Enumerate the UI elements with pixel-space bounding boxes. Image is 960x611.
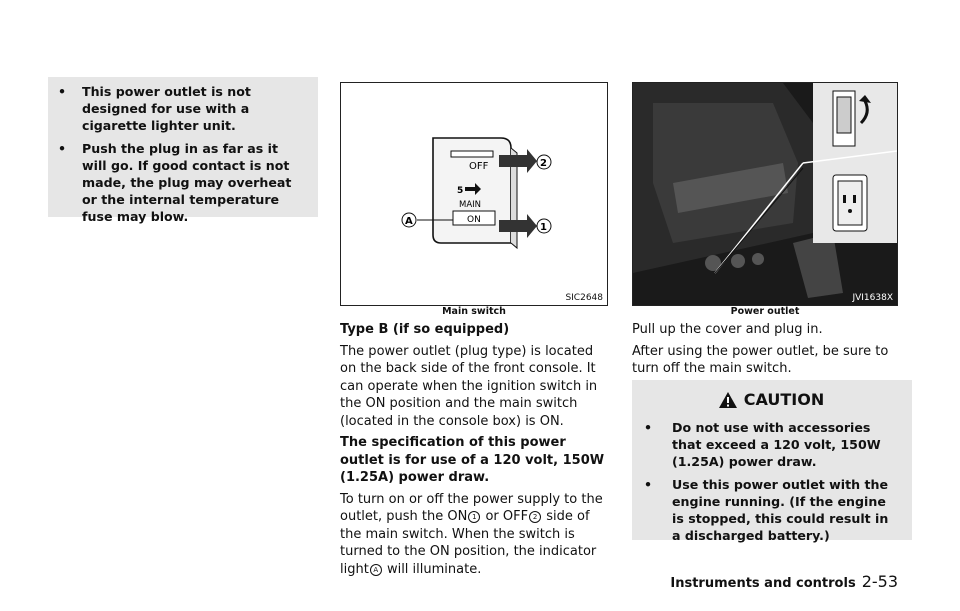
marker-2: 2	[529, 511, 541, 523]
bullet: •	[58, 141, 67, 156]
figure-code: SIC2648	[565, 293, 603, 303]
caution-title: CAUTION	[644, 390, 898, 409]
paragraph: The power outlet (plug type) is located on the back side of the front console. It can operate when the ignition switch in the ON position and the main switch (located in the console box) is ON.	[340, 343, 598, 429]
warning-item: • Push the plug in as far as it will go. If good contact is not made, the plug may overheat or the internal temperature fuse may blow.	[58, 141, 292, 224]
figure-caption: Power outlet	[730, 306, 800, 317]
main-label: MAIN	[459, 200, 482, 210]
page-footer	[670, 572, 898, 591]
caution-item: • Do not use with accessories that exceed a 120 volt, 150W (1.25A) power draw.	[644, 420, 881, 469]
svg-text:5: 5	[457, 186, 464, 196]
main-switch-figure	[340, 82, 608, 306]
warning-item: • This power outlet is not designed for use with a cigarette lighter unit.	[58, 84, 251, 133]
marker-1: 1	[468, 511, 480, 523]
bullet: •	[644, 420, 653, 435]
warning-box	[48, 77, 318, 224]
marker-a: A	[405, 216, 413, 227]
paragraph: The specification of this power outlet is for use of a 120 volt, 150W (1.25A) power draw.	[340, 435, 605, 485]
warning-triangle-icon	[718, 391, 738, 409]
off-label: OFF	[469, 161, 489, 172]
paragraph: To turn on or off the power supply to the outlet, push the ON 1 or OFF 2 side of the main switch. When the switch is turned to the ON position, the indicator light A will illuminate.	[340, 491, 603, 577]
right-text-column	[632, 321, 912, 378]
paragraph: After using the power outlet, be sure to turn off the main switch.	[632, 343, 889, 376]
marker-1: 1	[540, 222, 547, 233]
figure-caption: Main switch	[442, 306, 506, 317]
marker-a: A	[370, 564, 382, 576]
figure-code: JVI1638X	[852, 293, 893, 303]
power-outlet-figure	[632, 82, 898, 306]
main-switch-illustration	[341, 83, 607, 305]
middle-text-column	[340, 321, 608, 578]
on-label: ON	[467, 215, 481, 225]
bullet: •	[58, 84, 67, 99]
caution-box	[632, 380, 912, 543]
footer-section: Instruments and controls	[670, 576, 856, 591]
power-outlet-illustration	[633, 83, 897, 305]
bullet: •	[644, 477, 653, 492]
page-number: 2-53	[861, 572, 898, 591]
marker-2: 2	[540, 158, 547, 169]
section-heading: Type B (if so equipped)	[340, 322, 510, 337]
paragraph: Pull up the cover and plug in.	[632, 322, 823, 337]
caution-item: • Use this power outlet with the engine running. (If the engine is stopped, this could result in a discharged battery.)	[644, 477, 889, 543]
